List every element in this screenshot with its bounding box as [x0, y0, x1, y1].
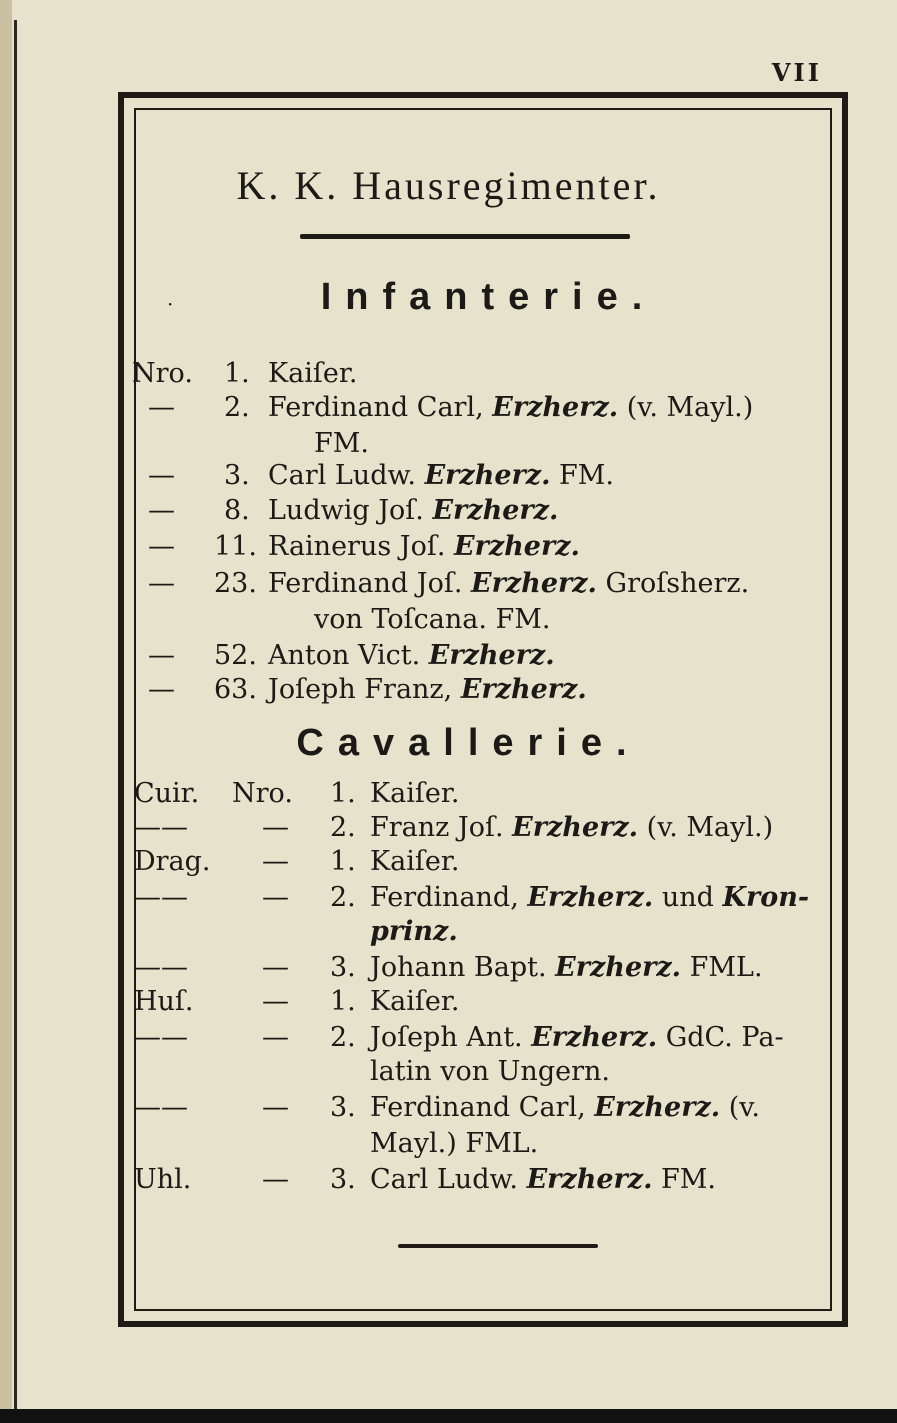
name-text: Kaiſer.: [370, 778, 460, 809]
name-text: Anton Vict.: [268, 640, 429, 671]
title-text: Erzherz.: [531, 1022, 658, 1053]
title-text: prinz.: [370, 916, 458, 947]
row-name: [370, 846, 459, 878]
title-text: Kron-: [722, 882, 810, 913]
row-name: [370, 916, 458, 948]
row-name: [370, 778, 459, 810]
suffix-text: FML.: [681, 952, 763, 983]
row-number: 2.: [224, 392, 250, 423]
row-name: [370, 882, 809, 914]
page-number: VII: [771, 58, 822, 87]
row-prefix: —: [148, 640, 175, 671]
suffix-text: (v. Mayl.): [638, 812, 774, 843]
row-name: [314, 604, 550, 636]
row-name: [370, 986, 459, 1018]
row-number: 2.: [330, 812, 356, 843]
row-prefix: —: [148, 495, 175, 526]
title-text: Erzherz.: [526, 1164, 653, 1195]
row-name: [314, 428, 369, 460]
name-text: Joſeph Franz,: [268, 674, 461, 705]
row-name: [370, 812, 773, 844]
row-name: [268, 531, 580, 563]
row-name: [268, 568, 749, 600]
suffix-text: FM.: [652, 1164, 717, 1195]
row-prefix: —: [148, 531, 175, 562]
row-number: 63.: [214, 674, 257, 705]
title-text: Erzherz.: [432, 495, 559, 526]
suffix-text: GdC. Pa-: [657, 1022, 784, 1053]
name-text: Carl Ludw.: [370, 1164, 527, 1195]
row-number: 3.: [330, 1092, 356, 1123]
row-prefix: —: [148, 460, 175, 491]
name-text: Johann Bapt.: [370, 952, 556, 983]
row-number: 11.: [214, 531, 257, 562]
row-name: [370, 1164, 716, 1196]
suffix-text: und: [653, 882, 723, 913]
row-number: 2.: [330, 1022, 356, 1053]
suffix-text: (v. Mayl.): [618, 392, 754, 423]
title-text: Erzherz.: [454, 531, 580, 562]
name-text: Kaiſer.: [268, 358, 358, 389]
name-text: Ferdinand Joſ.: [268, 568, 472, 599]
row-type: ——: [134, 812, 188, 843]
ornament-dot: ·: [167, 292, 174, 316]
row-prefix: —: [148, 392, 175, 423]
row-number: 8.: [224, 495, 250, 526]
row-prefix: —: [262, 952, 289, 983]
row-number: 1.: [330, 846, 356, 877]
row-prefix: —: [262, 1022, 289, 1053]
title-text: Erzherz.: [471, 568, 597, 599]
name-text: Ferdinand,: [370, 882, 528, 913]
row-name: [370, 1022, 784, 1054]
page-edge: [0, 0, 12, 1423]
row-name: [268, 392, 753, 424]
name-text: Joſeph Ant.: [370, 1022, 532, 1053]
infantry-heading: Infanterie.: [320, 276, 657, 318]
name-text: von Toſcana. FM.: [314, 604, 551, 635]
row-prefix: —: [262, 986, 289, 1017]
name-text: Kaiſer.: [370, 986, 460, 1017]
name-text: Mayl.) FML.: [370, 1128, 539, 1159]
title-text: Erzherz.: [460, 674, 587, 705]
title-text: Erzherz.: [594, 1092, 721, 1123]
row-number: 23.: [214, 568, 257, 599]
row-name: [268, 640, 555, 672]
row-number: 2.: [330, 882, 356, 913]
title-text: Erzherz.: [512, 812, 639, 843]
name-text: Ferdinand Carl,: [268, 392, 493, 423]
row-name: [370, 1056, 610, 1088]
row-number: 3.: [330, 1164, 356, 1195]
closing-rule: [398, 1244, 598, 1248]
row-number: 1.: [330, 778, 356, 809]
row-type: Drag.: [134, 846, 211, 877]
row-prefix: Nro.: [232, 778, 293, 809]
title-rule: [300, 234, 630, 239]
title-text: Erzherz.: [424, 460, 551, 491]
name-text: Carl Ludw.: [268, 460, 425, 491]
row-prefix: —: [262, 882, 289, 913]
row-type: ——: [134, 882, 188, 913]
row-number: 3.: [224, 460, 250, 491]
row-type: ——: [134, 952, 188, 983]
title-text: Erzherz.: [492, 392, 619, 423]
suffix-text: FM.: [550, 460, 615, 491]
title-text: Erzherz.: [555, 952, 682, 983]
row-prefix: —: [262, 1092, 289, 1123]
row-name: [268, 358, 357, 390]
title-text: Erzherz.: [428, 640, 555, 671]
page-title: K. K. Hausregimenter.: [236, 163, 661, 208]
name-text: latin von Ungern.: [370, 1056, 610, 1087]
row-number: 1.: [224, 358, 250, 389]
row-number: 3.: [330, 952, 356, 983]
row-name: [268, 460, 614, 492]
row-name: [268, 674, 587, 706]
row-prefix: Nro.: [132, 358, 193, 389]
row-prefix: —: [148, 674, 175, 705]
title-text: Erzherz.: [527, 882, 654, 913]
page-bottom-edge: [0, 1409, 897, 1423]
cavalry-heading: Cavallerie.: [296, 722, 641, 764]
page-gutter-line: [14, 20, 17, 1410]
name-text: Ludwig Joſ.: [268, 495, 433, 526]
suffix-text: Groſsherz.: [596, 568, 750, 599]
row-number: 1.: [330, 986, 356, 1017]
row-type: Uhl.: [134, 1164, 192, 1195]
row-type: Huſ.: [134, 986, 194, 1017]
row-name: [370, 1128, 538, 1160]
row-type: ——: [134, 1092, 188, 1123]
name-text: Ferdinand Carl,: [370, 1092, 595, 1123]
suffix-text: (v.: [720, 1092, 760, 1123]
row-name: [268, 495, 558, 527]
row-name: [370, 1092, 760, 1124]
name-text: Rainerus Joſ.: [268, 531, 455, 562]
row-type: Cuir.: [134, 778, 200, 809]
row-prefix: —: [262, 812, 289, 843]
name-text: Kaiſer.: [370, 846, 460, 877]
row-name: [370, 952, 763, 984]
row-prefix: —: [262, 1164, 289, 1195]
row-number: 52.: [214, 640, 257, 671]
row-type: ——: [134, 1022, 188, 1053]
row-prefix: —: [148, 568, 175, 599]
name-text: Franz Joſ.: [370, 812, 513, 843]
name-text: FM.: [314, 428, 369, 459]
row-prefix: —: [262, 846, 289, 877]
